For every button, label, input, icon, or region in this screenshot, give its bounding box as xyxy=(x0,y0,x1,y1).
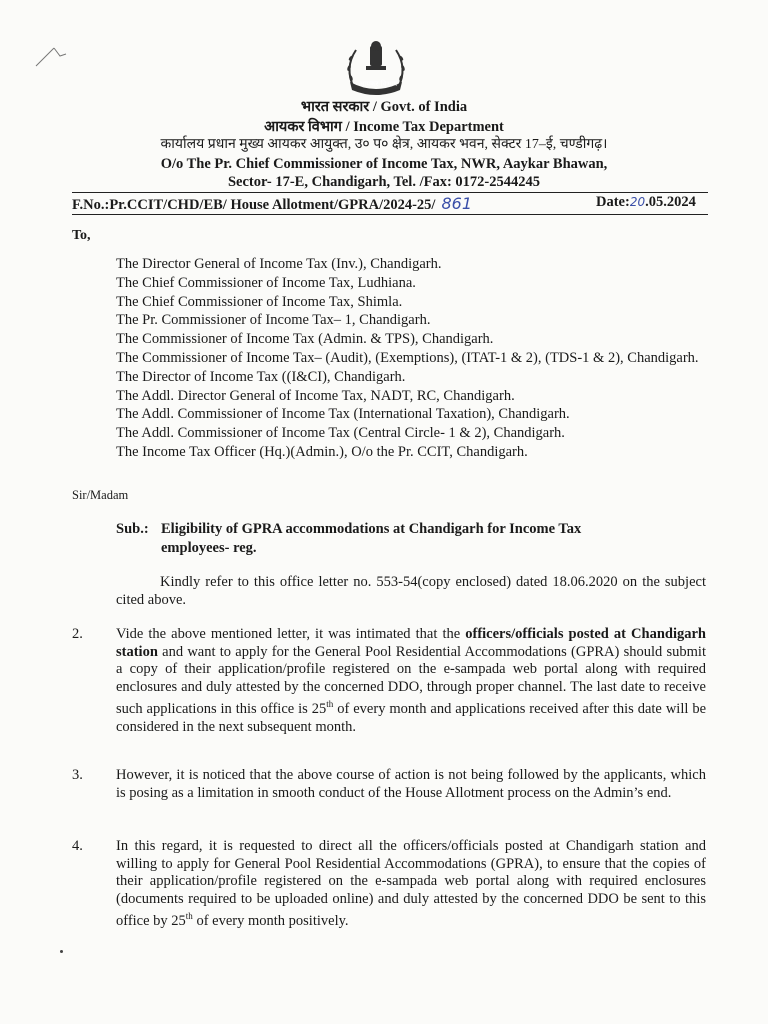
paragraph-2-pre: Vide the above mentioned letter, it was intimated that the xyxy=(116,626,466,642)
header-rule-bottom xyxy=(72,214,708,215)
addressee-item: The Addl. Director General of Income Tax, NADT, RC, Chandigarh. xyxy=(116,387,515,404)
addressee-item: The Commissioner of Income Tax (Admin. & TPS), Chandigarh. xyxy=(116,331,494,348)
file-number xyxy=(72,194,472,214)
addressee-item: The Commissioner of Income Tax– (Audit), (Exemptions), (ITAT-1 & 2), (TDS-1 & 2), Chandigarh. xyxy=(116,349,699,366)
date-label: Date: xyxy=(596,194,630,210)
salutation: Sir/Madam xyxy=(72,488,129,502)
subject-text-2: employees- reg. xyxy=(161,540,257,556)
addressee-item: The Addl. Commissioner of Income Tax (International Taxation), Chandigarh. xyxy=(116,406,570,423)
file-number-text: F.No.:Pr.CCIT/CHD/EB/ House Allotment/GPRA/2024-25/ xyxy=(72,197,436,213)
margin-pen-mark xyxy=(32,42,72,70)
addressee-list xyxy=(116,255,708,462)
addressee-item: The Pr. Commissioner of Income Tax– 1, Chandigarh. xyxy=(116,312,431,329)
paragraph-2-mid: and want to apply for the General Pool Residential Accommodations (GPRA) should submit a copy of their application/profile registered on the e-sampada web portal along with required enclosures and duly attested by the concerned DDO, through proper channel. The last date to receive such applications in this office is 25 xyxy=(116,643,706,718)
emblem-caption: आयकर विभाग xyxy=(358,80,398,88)
scan-speck xyxy=(60,950,63,953)
paragraph-2-number: 2. xyxy=(72,626,83,642)
paragraph-3-number: 3. xyxy=(72,767,83,783)
header-address: Sector- 17-E, Chandigarh, Tel. /Fax: 0172-2544245 xyxy=(227,174,541,190)
header-office-hindi: कार्यालय प्रधान मुख्य आयकर आयुक्त, उ० प० क्षेत्र, आयकर भवन, सेक्टर 17–ई, चण्डीगढ़। xyxy=(160,137,608,152)
paragraph-4-post: of every month positively. xyxy=(192,913,349,930)
addressee-item: The Addl. Commissioner of Income Tax (Central Circle- 1 & 2), Chandigarh. xyxy=(116,425,565,442)
addressee-item: The Director of Income Tax ((I&CI), Chandigarh. xyxy=(116,368,406,385)
paragraph-2-sup: th xyxy=(326,699,334,710)
paragraph-2 xyxy=(116,626,706,736)
paragraph-1: Kindly refer to this office letter no. 553-54(copy enclosed) dated 18.06.2020 on the subject cited above. xyxy=(116,574,706,608)
header-department: आयकर विभाग / Income Tax Department xyxy=(264,119,504,135)
subject-text-1: Eligibility of GPRA accommodations at Chandigarh for Income Tax xyxy=(161,521,582,537)
subject-line xyxy=(116,520,706,558)
letter-date xyxy=(596,194,696,211)
paragraph-2-post: of every month and applications received after this date will be considered in the next subsequent month. xyxy=(116,701,707,735)
paragraph-3: However, it is noticed that the above course of action is not being followed by the applicants, which is posing as a limitation in smooth conduct of the House Allotment process on the Admin’s end. xyxy=(116,767,706,801)
paragraph-4-pre: In this regard, it is requested to direct all the officers/officials posted at Chandigarh station and willing to apply for General Pool Residential Accommodations (GPRA), to ensure that the copies of their application/profile registered on the e-sampada web portal along with required enclosures (documents required to be uploaded online) and duly attested by the concerned DDO be sent to this office by 25 xyxy=(116,838,706,930)
department-emblem xyxy=(336,38,416,98)
date-handwritten-day: 20 xyxy=(629,195,646,209)
date-suffix: .05.2024 xyxy=(645,194,696,210)
paragraph-4-number: 4. xyxy=(72,838,83,854)
paragraph-2-bold: officers/officials posted at Chandigarh station xyxy=(116,626,706,660)
addressee-item: The Chief Commissioner of Income Tax, Ludhiana. xyxy=(116,274,416,291)
paragraph-4-sup: th xyxy=(185,911,193,922)
header-office-english: O/o The Pr. Chief Commissioner of Income Tax, NWR, Aaykar Bhawan, xyxy=(160,156,608,172)
addressee-item: The Chief Commissioner of Income Tax, Shimla. xyxy=(116,293,403,310)
paragraph-4 xyxy=(116,838,706,931)
header-rule-top xyxy=(72,192,708,193)
to-label: To, xyxy=(72,228,91,243)
header-govt-of-india: भारत सरकार / Govt. of India xyxy=(300,99,468,115)
subject-label: Sub.: xyxy=(116,521,149,537)
addressee-item: The Director General of Income Tax (Inv.), Chandigarh. xyxy=(116,256,442,272)
file-number-handwritten: 861 xyxy=(441,194,472,213)
addressee-item: The Income Tax Officer (Hq.)(Admin.), O/o the Pr. CCIT, Chandigarh. xyxy=(116,443,528,460)
